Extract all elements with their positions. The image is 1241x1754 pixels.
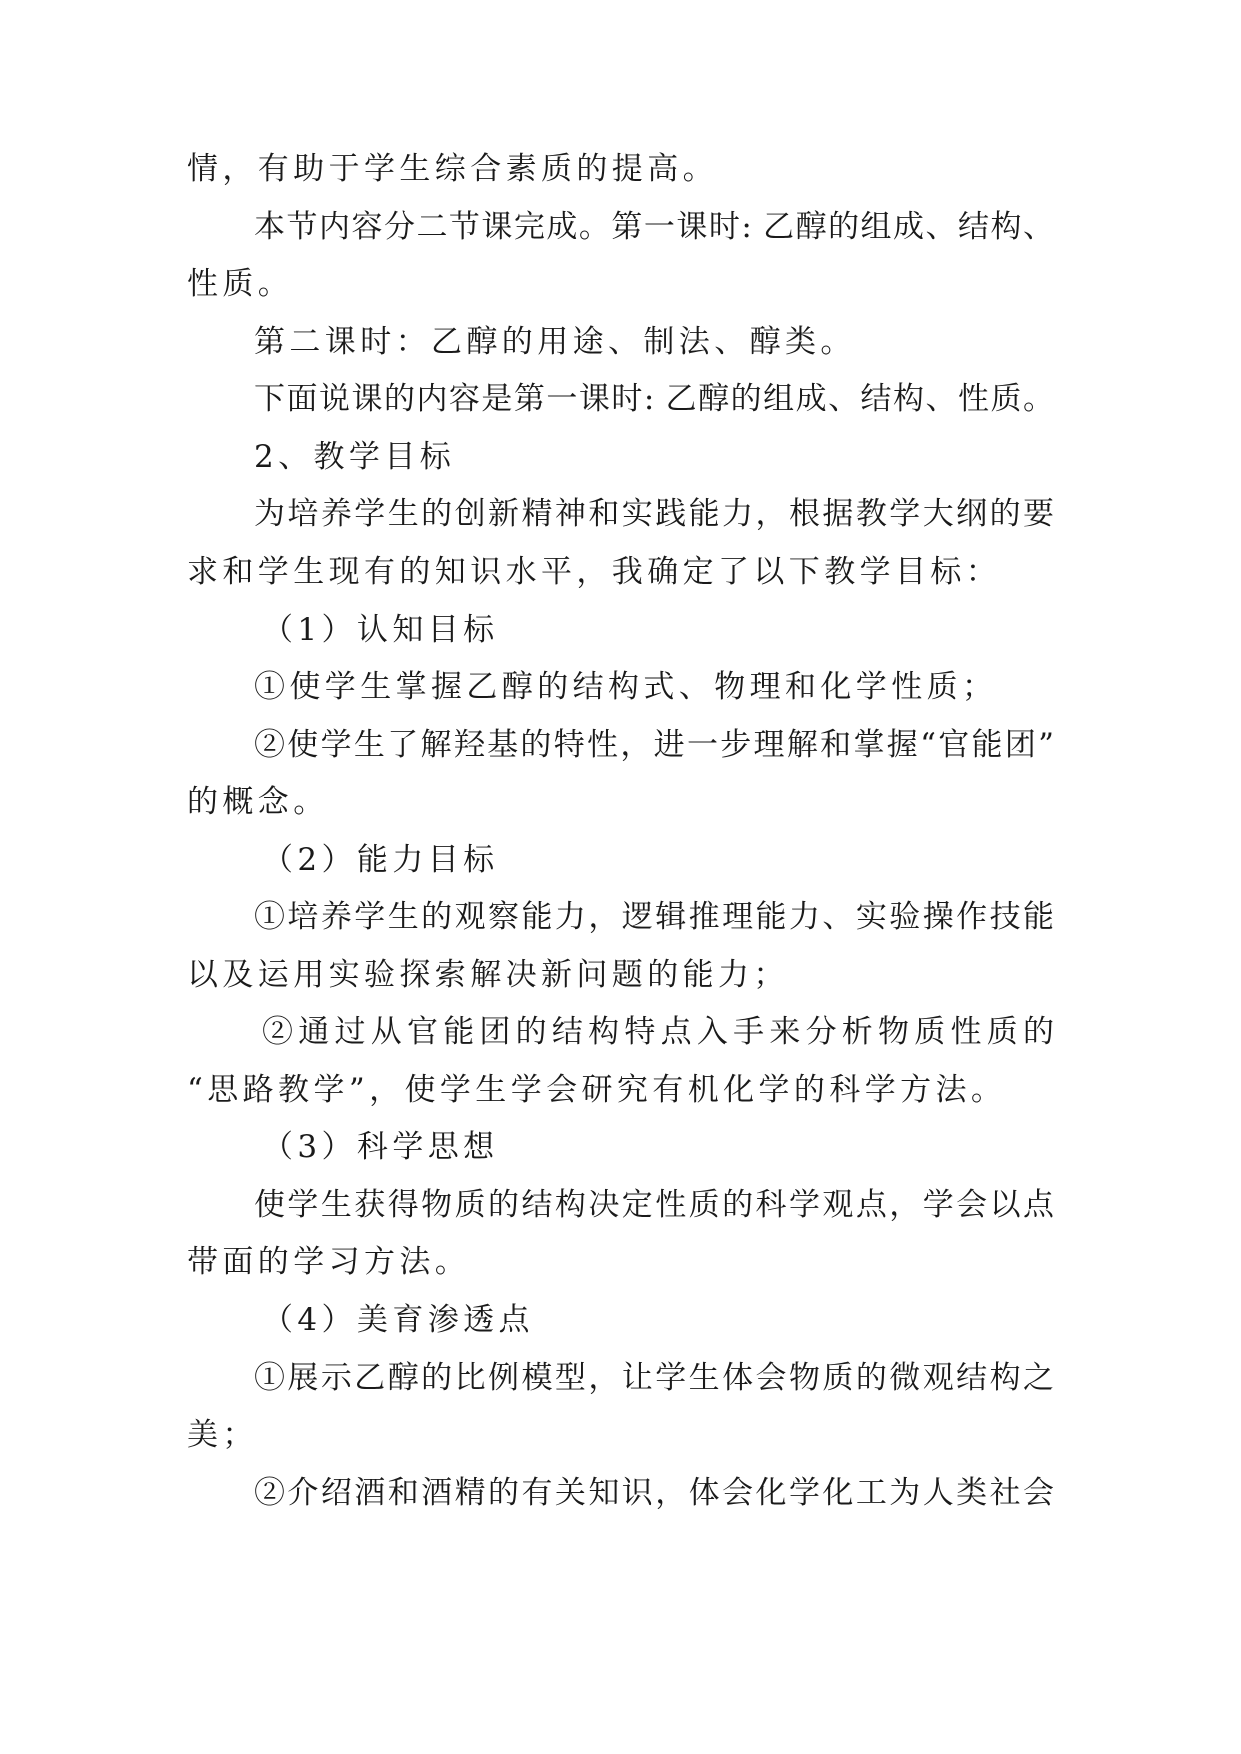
- text-line-8: 求和学生现有的知识水平，我确定了以下教学目标：: [187, 554, 1002, 590]
- subheading-aesthetic: （4）美育渗透点: [262, 1302, 534, 1338]
- text-line-23: 美；: [187, 1417, 258, 1453]
- text-line-10: ①使学生掌握乙醇的结构式、物理和化学性质；: [254, 669, 998, 705]
- subheading-science: （3）科学思想: [262, 1129, 499, 1165]
- text-line-11: ②使学生了解羟基的特性，进一步理解和掌握“官能团”: [254, 727, 1054, 763]
- text-line-3: 性质。: [187, 266, 294, 302]
- subheading-cognitive: （1）认知目标: [262, 612, 499, 648]
- text-line-5: 下面说课的内容是第一课时: 乙醇的组成、结构、性质。: [254, 381, 1054, 417]
- text-line-17: “思路教学”，使学生学会研究有机化学的科学方法。: [187, 1072, 1007, 1108]
- text-line-12: 的概念。: [187, 784, 329, 820]
- subheading-ability: （2）能力目标: [262, 842, 499, 878]
- text-line-4: 第二课时：乙醇的用途、制法、醇类。: [254, 324, 856, 360]
- text-line-24: ②介绍酒和酒精的有关知识，体会化学化工为人类社会: [254, 1475, 1054, 1511]
- text-line-19: 使学生获得物质的结构决定性质的科学观点，学会以点: [254, 1187, 1054, 1223]
- text-line-7: 为培养学生的创新精神和实践能力，根据教学大纲的要: [254, 496, 1054, 532]
- text-line-15: 以及运用实验探索解决新问题的能力；: [187, 957, 789, 993]
- text-line-1: 情，有助于学生综合素质的提高。: [187, 151, 718, 187]
- text-line-14: ①培养学生的观察能力，逻辑推理能力、实验操作技能: [254, 899, 1054, 935]
- text-line-16: ②通过从官能团的结构特点入手来分析物质性质的: [262, 1014, 1054, 1050]
- text-line-2: 本节内容分二节课完成。第一课时: 乙醇的组成、结构、: [254, 209, 1054, 245]
- section-heading: 2、教学目标: [254, 439, 456, 475]
- text-line-20: 带面的学习方法。: [187, 1244, 471, 1280]
- text-line-22: ①展示乙醇的比例模型，让学生体会物质的微观结构之: [254, 1360, 1054, 1396]
